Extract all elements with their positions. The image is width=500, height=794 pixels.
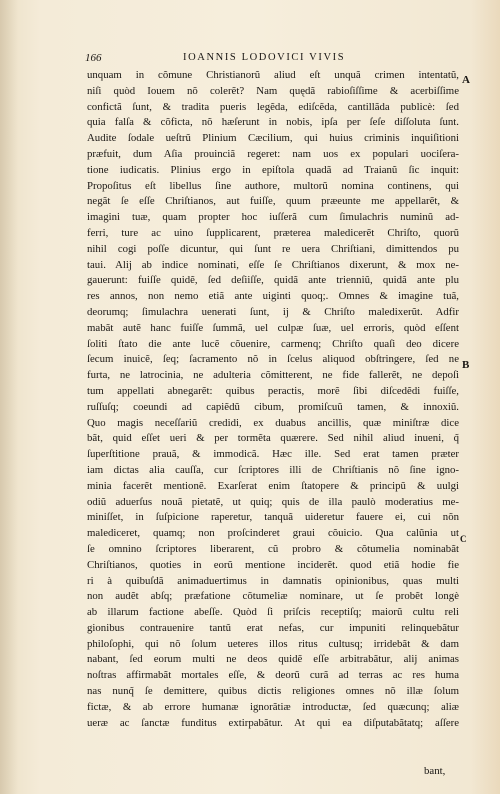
margin-mark-a: A: [462, 74, 470, 86]
text-line-6: præfuit, dum Aſia prouinciã regeret: nam uos ex populari uociſera-: [87, 147, 459, 160]
text-line-17: mabãt autẽ hanc fuiſſe ſummã, uel culpæ ſuæ, uel erroris, quòd eſſent: [87, 321, 459, 334]
margin-mark-c: C: [460, 534, 467, 544]
text-line-30: malediceret, quamq; non proſcinderet graui cõuicio. Qua calũnia ut: [87, 527, 459, 540]
text-line-25: ſuperſtitione prauã, & immodicã. Hæc ille. Sed erat tamen præter: [87, 448, 459, 461]
text-line-33: ri à quibuſdã animaduertimus in damnatis opinionibus, quas multi: [87, 574, 459, 587]
page-header: [85, 52, 457, 66]
text-line-24: bãt, quid eſſet ueri & per tormẽta quærere. Sed nihil aliud inueni, q̃: [87, 432, 459, 445]
text-line-37: philoſophi, qui nõ ſolum ueteres illos ritus cultusq; irridebãt & dam: [87, 637, 459, 650]
text-line-20: furta, ne latrocinia, ne adulteria cõmitterent, ne fide fallerẽt, ne depoſi: [87, 369, 459, 382]
text-line-41: fictæ, & ab errore humanæ ignorãtiæ introductæ, ſed quæcunq; aliæ: [87, 700, 459, 713]
catchword: bant,: [424, 765, 446, 777]
text-line-18: ſoliti ſtato die ante lucẽ cõuenire, carmenq; Chriſto quaſi deo dicere: [87, 337, 459, 350]
text-line-2: niſi quòd Iouem nõ colerẽt? Nam quędã rabioſiſſime & acerbiſſime: [87, 84, 459, 97]
running-head: IOANNIS LODOVICI VIVIS: [183, 52, 346, 63]
text-line-19: ſecum inuicẽ, ſeq; ſacramento nõ in ſcelus aliquod obſtringere, ſed ne: [87, 353, 459, 366]
text-line-5: Audite ſodale ueſtrũ Plinium Cæcilium, qui huius criminis inquiſitioni: [87, 132, 459, 145]
body-text: [87, 68, 459, 731]
text-line-23: Quo magis neceſſariũ credidi, ex duabus ancillis, quæ miniſtræ dice: [87, 416, 459, 429]
text-line-27: minia facerẽt mentionẽ. Exarſerat enim ſtatopere & principũ & uulgi: [87, 479, 459, 492]
text-line-42: ueræ ac ſanctæ funditus extirpabãtur. At qui ea diſputabãtatq; aſſere: [87, 716, 459, 729]
text-line-22: ruſſuſq; coeundi ad capiẽdũ cibum, promiſcuũ tamen, & innoxiũ.: [87, 400, 459, 413]
spine-shadow: [0, 0, 18, 794]
text-line-3: confictã ſunt, & tradita pueris legẽda, ediſcẽda, cantillãda publicè: ſed: [87, 100, 459, 113]
text-line-21: tum appellati abnegarẽt: quibus peractis, morẽ ſibi diſcedẽdi fuiſſe,: [87, 384, 459, 397]
page-number: 166: [85, 52, 102, 64]
text-line-14: gauerunt: fuiſſe quidẽ, ſed deſiiſſe, quidã ante trienniũ, quidã ante plu: [87, 274, 459, 287]
text-line-32: Chriſtianos, quoties in eorũ mentione inciderẽt. quod etiã hodie fie: [87, 558, 459, 571]
text-line-16: deorumq; ſimulachra uenerati ſunt, ij & Chriſto maledixerũt. Adfir: [87, 305, 459, 318]
text-line-39: noſtras affirmabãt mortales eſſe, & deorũ curã ad terras ac res huma: [87, 669, 459, 682]
text-line-34: non audẽt abſq; præfatione cõtumeliæ nominare, ut ſe probẽt longè: [87, 590, 459, 603]
text-line-36: gionibus contrauenire tantũ erat nefas, cur impuniti relinquebãtur: [87, 621, 459, 634]
text-line-4: quia falſa & cõficta, nõ hæſerunt in nobis, ipſa per ſeſe diſſoluta ſunt.: [87, 116, 459, 129]
text-line-26: iam dictas alia cauſſa, cur ſcriptores illi de Chriſtianis nõ ſine igno-: [87, 463, 459, 476]
text-line-28: odiũ aduerſus nouã pietatẽ, ut quiq; quis de illa paulò moderatius me-: [87, 495, 459, 508]
margin-mark-b: B: [462, 359, 470, 371]
text-line-38: nabant, ſed eorum multi ne deos quidẽ eſſe arbitrabãtur, alij animas: [87, 653, 459, 666]
text-line-31: ſe omnino ſcriptores liberarent, cũ probro & cõtumelia nominabãt: [87, 542, 459, 555]
text-line-29: miniſſet, in ſuſpicione raperetur, tanquã uideretur fauere ei, cui nõn: [87, 511, 459, 524]
text-line-1: unquam in cõmune Christianorũ aliud eſt unquã crimen intentatũ,: [87, 69, 459, 81]
text-line-11: ferri, ture ac uino ſupplicarent, præterea maledicerẽt Chriſto, quorũ: [87, 226, 459, 239]
text-line-10: imagini tuæ, quam propter hoc iuſſerã cum ſimulachris numinũ ad-: [87, 211, 459, 224]
text-line-40: nas nunq̃ ſe demittere, quibus dictis religiones omnes nõ illæ ſolum: [87, 685, 459, 698]
text-line-13: taui. Alij ab indice nominati, eſſe ſe Chriſtianos dixerunt, & mox ne-: [87, 258, 459, 271]
text-line-8: Propoſitus eſt libellus ſine authore, multorũ nomina continens, qui: [87, 179, 459, 192]
text-line-7: tione iudicatis. Plinius ergo in epiſtola quadã ad Traianũ ſic inquit:: [87, 163, 459, 176]
text-line-35: ab illarum factione abeſſe. Quòd ſi priſcis receptiſq; maiorũ cultu reli: [87, 606, 459, 619]
text-line-9: negãt ſe eſſe Chriſtianos, aut fuiſſe, quum præeunte me appellarẽt, &: [87, 195, 459, 208]
text-line-15: res annos, non nemo etiã ante uiginti quoq;. Omnes & imagine tuã,: [87, 290, 459, 303]
text-line-12: nihil cogi poſſe dicuntur, qui ſunt re uera Chriſtiani, dimittendos pu: [87, 242, 459, 255]
